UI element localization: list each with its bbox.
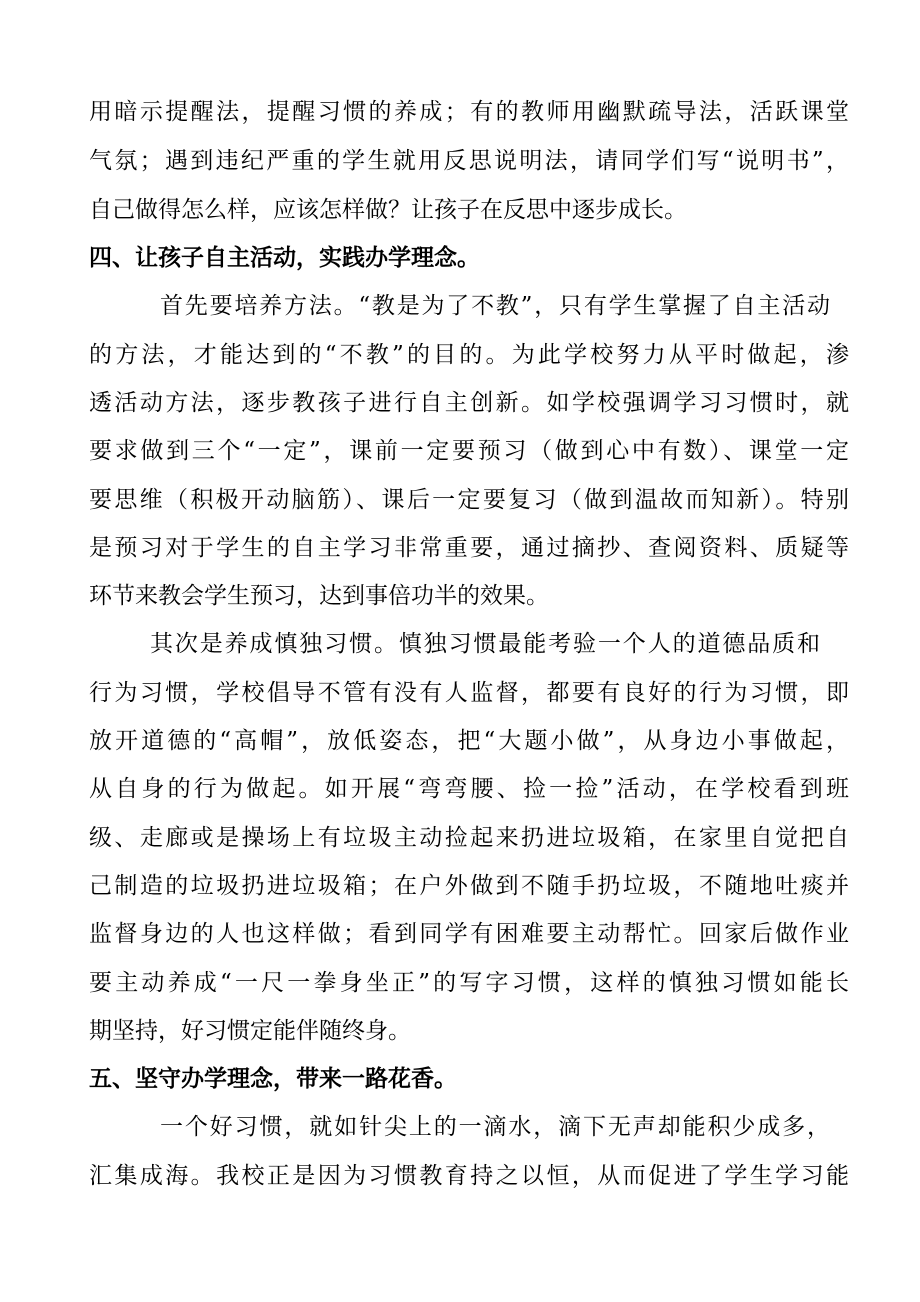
paragraph-line: 己制造的垃圾扔进垃圾箱；在户外做到不随手扔垃圾，不随地吐痰并	[89, 873, 849, 899]
paragraph-first-line: 其次是养成慎独习惯。慎独习惯最能考验一个人的道德品质和	[150, 631, 820, 657]
paragraph-line: 汇集成海。我校正是因为习惯教育持之以恒，从而促进了学生学习能	[89, 1163, 849, 1189]
paragraph-line: 是预习对于学生的自主学习非常重要，通过摘抄、查阅资料、质疑等	[89, 535, 849, 561]
paragraph-line: 要主动养成“一尺一拳身坐正”的写字习惯，这样的慎独习惯如能长	[89, 970, 849, 996]
paragraph-line: 的方法，才能达到的“不教”的目的。为此学校努力从平时做起，渗	[89, 342, 849, 368]
paragraph-first-line: 一个好习惯，就如针尖上的一滴水，滴下无声却能积少成多，	[160, 1114, 830, 1140]
paragraph-line: 要求做到三个“一定”，课前一定要预习（做到心中有数）、课堂一定	[89, 438, 849, 464]
paragraph-line: 气氛；遇到违纪严重的学生就用反思说明法，请同学们写“说明书”，	[89, 148, 849, 174]
paragraph-line: 用暗示提醒法，提醒习惯的养成；有的教师用幽默疏导法，活跃课堂	[89, 99, 849, 125]
paragraph-line: 级、走廊或是操场上有垃圾主动捡起来扔进垃圾箱，在家里自觉把自	[89, 825, 849, 851]
paragraph-line: 环节来教会学生预习，达到事倍功半的效果。	[89, 583, 549, 609]
paragraph-line: 行为习惯，学校倡导不管有没有人监督，都要有良好的行为习惯，即	[89, 680, 849, 706]
paragraph-line: 从自身的行为做起。如开展“弯弯腰、捡一捡”活动，在学校看到班	[89, 776, 849, 802]
section-heading-4: 四、让孩子自主活动，实践办学理念。	[89, 245, 480, 271]
paragraph-line: 期坚持，好习惯定能伴随终身。	[89, 1018, 411, 1044]
paragraph-line: 自己做得怎么样，应该怎样做？让孩子在反思中逐步成长。	[89, 197, 687, 223]
paragraph-line: 放开道德的“高帽”，放低姿态，把“大题小做”，从身边小事做起，	[89, 728, 849, 754]
paragraph-line: 透活动方法，逐步教孩子进行自主创新。如学校强调学习习惯时，就	[89, 390, 849, 416]
paragraph-line: 要思维（积极开动脑筋）、课后一定要复习（做到温故而知新）。特别	[89, 487, 849, 513]
paragraph-first-line: 首先要培养方法。“教是为了不教”，只有学生掌握了自主活动	[160, 293, 830, 319]
paragraph-line: 监督身边的人也这样做；看到同学有困难要主动帮忙。回家后做作业	[89, 921, 849, 947]
section-heading-5: 五、坚守办学理念，带来一路花香。	[89, 1066, 457, 1092]
